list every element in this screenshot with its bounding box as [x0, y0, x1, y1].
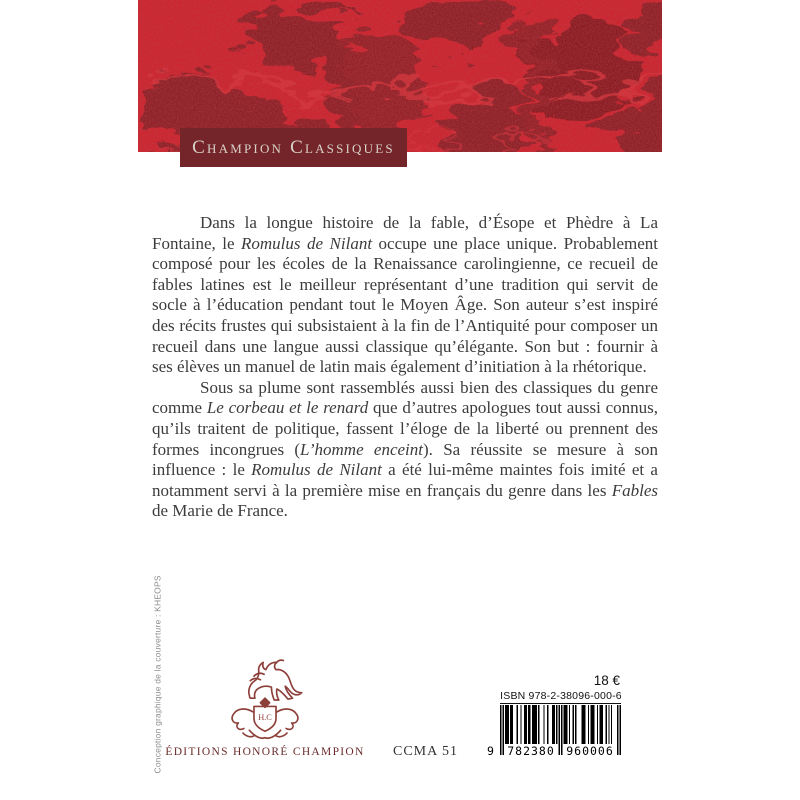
design-credit: Conception graphique de la couverture : KHEOPS: [152, 575, 163, 774]
publisher-logo: [219, 655, 311, 745]
blurb-paragraph: Sous sa plume sont rassemblés aussi bien des classiques du genre comme Le corbeau et le renard que d’autres apologues tout aussi connus, qu’ils traitent de politique, fassent l’éloge de la liberté ou prennent des formes incongrues (L’homme enceint). Sa réussite se mesure à son influence : le Romulus de Nilant a été lui-même maintes fois imité et a notamment servi à la première mise en français du genre dans les Fables de Marie de France.: [152, 377, 658, 521]
isbn-label: ISBN 978-2-38096-000-6: [500, 690, 622, 702]
price-label: 18 €: [593, 673, 620, 688]
publisher-name: ÉDITIONS HONORÉ CHAMPION: [165, 746, 365, 758]
collection-code: CCMA 51: [393, 744, 458, 759]
barcode-digits-right: 960006: [563, 744, 617, 758]
series-label-plate: [180, 128, 407, 167]
isbn-rule-line: [500, 703, 621, 704]
blurb: [152, 213, 658, 522]
series-label-text: Champion Classiques: [192, 136, 395, 158]
barcode-digit-lead: 9: [487, 744, 495, 758]
horse-crest-icon: [219, 655, 311, 745]
logo-monogram: H.C: [258, 713, 272, 723]
blurb-paragraph: Dans la longue histoire de la fable, d’Ésope et Phèdre à La Fontaine, le Romulus de Nilant occupe une place unique. Probablement composé pour les écoles de la Renaissance carolingienne, ce recueil de fables latines est le meilleur représentant d’une tradition qui servit de socle à l’éducation pendant tout le Moyen Âge. Son auteur s’est inspiré des récits frustes qui subsistaient à la fin de l’Antiquité pour composer un recueil dans une langue aussi classique qu’élégante. Son but : fournir à ses élèves un manuel de latin mais également d’initiation à la rhétorique.: [152, 213, 658, 377]
barcode-digits-left: 782380: [504, 744, 558, 758]
